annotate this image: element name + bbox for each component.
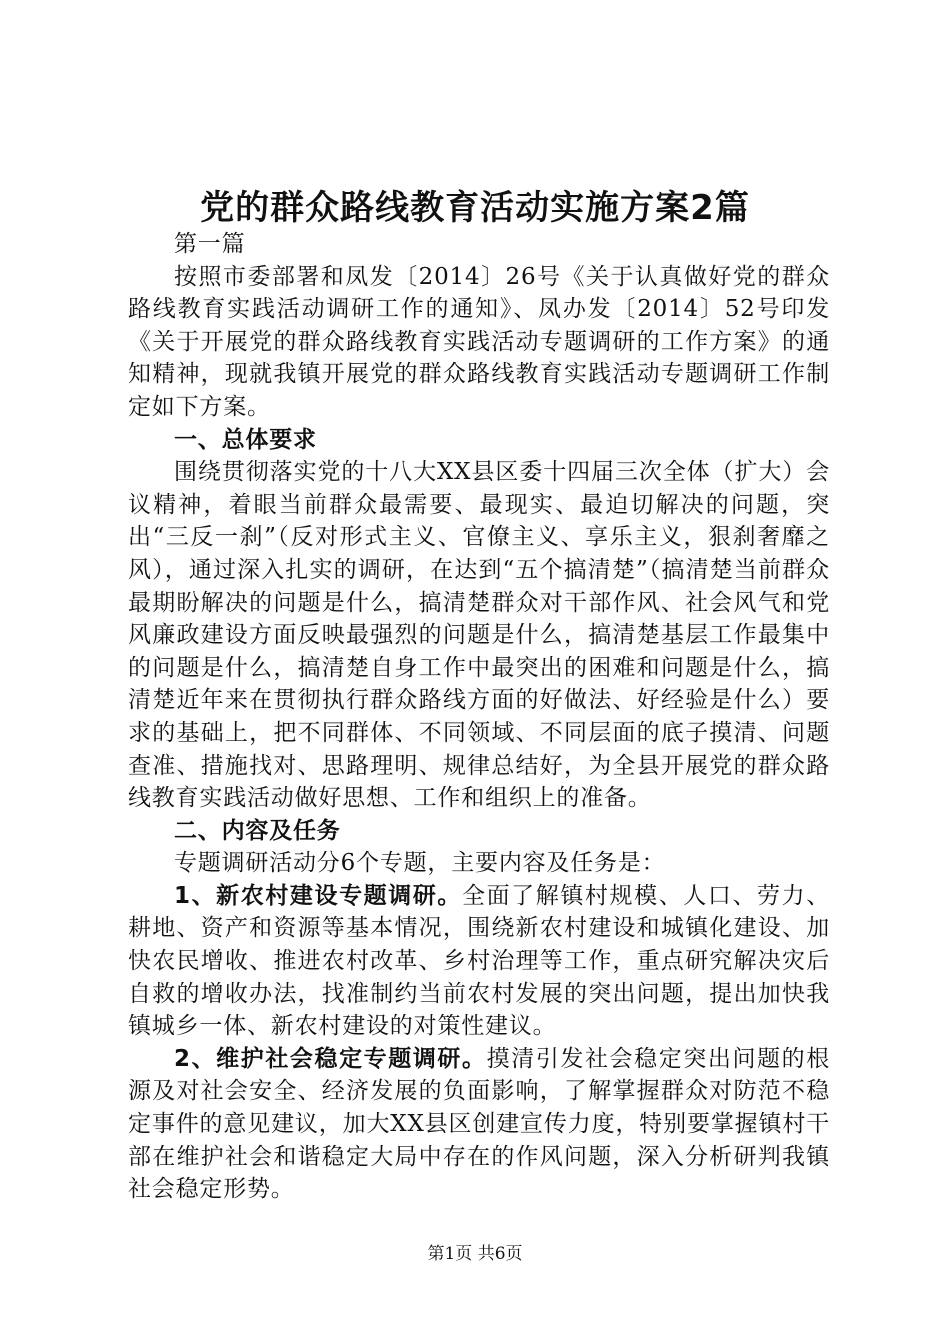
content-tasks-paragraph: 专题调研活动分6个专题，主要内容及任务是： bbox=[174, 850, 666, 877]
section-heading-general-requirements: 一、总体要求 bbox=[174, 426, 317, 453]
section-heading-content-tasks: 二、内容及任务 bbox=[174, 817, 341, 844]
document-body bbox=[128, 228, 830, 1206]
intro-paragraph: 按照市委部署和凤发〔2014〕26号《关于认真做好党的群众路线教育实践活动调研工作的通知》、凤办发〔2014〕52号印发《关于开展党的群众路线教育实践活动专题调研的工作方案》的通知精神，现就我镇开展党的群众路线教育实践活动专题调研工作制定如下方案。 bbox=[128, 263, 830, 420]
task-item-2-text: 摸清引发社会稳定突出问题的根源及对社会安全、经济发展的负面影响，了解掌握群众对防范不稳定事件的意见建议，加大XX县区创建宣传力度，特别要掌握镇村干部在维护社会和谐稳定大局中存在的作风问题，深入分析研判我镇社会稳定形势。 bbox=[128, 1045, 831, 1203]
document-title: 党的群众路线教育活动实施方案2篇 bbox=[200, 188, 750, 228]
task-item-1-text: 全面了解镇村规模、人口、劳力、耕地、资产和资源等基本情况，围绕新农村建设和城镇化建设、加快农民增收、推进农村改革、乡村治理等工作，重点研究解决灾后自救的增收办法，找准制约当前农村发展的突出问题，提出加快我镇城乡一体、新农村建设的对策性建议。 bbox=[128, 882, 830, 1040]
general-requirements-paragraph: 围绕贯彻落实党的十八大XX县区委十四届三次全体（扩大）会议精神，着眼当前群众最需要、最现实、最迫切解决的问题，突出“三反一刹”（反对形式主义、官僚主义、享乐主义，狠刹奢靡之风），通过深入扎实的调研，在达到“五个搞清楚”（搞清楚当前群众最期盼解决的问题是什么，搞清楚群众对干部作风、社会风气和党风廉政建设方面反映最强烈的问题是什么，搞清楚基层工作最集中的问题是什么，搞清楚自身工作中最突出的困难和问题是什么，搞清楚近年来在贯彻执行群众路线方面的好做法、好经验是什么）要求的基础上，把不同群体、不同领域、不同层面的底子摸清、问题查准、措施找对、思路理明、规律总结好，为全县开展党的群众路线教育实践活动做好思想、工作和组织上的准备。 bbox=[128, 459, 830, 812]
page-indicator: 第1页 共6页 bbox=[427, 1244, 523, 1264]
section-label: 第一篇 bbox=[174, 231, 246, 257]
task-item-1 bbox=[128, 880, 830, 1043]
task-item-1-lead: 1、新农村建设专题调研。 bbox=[174, 882, 463, 909]
task-item-2 bbox=[128, 1043, 830, 1206]
task-item-2-lead: 2、维护社会稳定专题调研。 bbox=[174, 1045, 487, 1072]
